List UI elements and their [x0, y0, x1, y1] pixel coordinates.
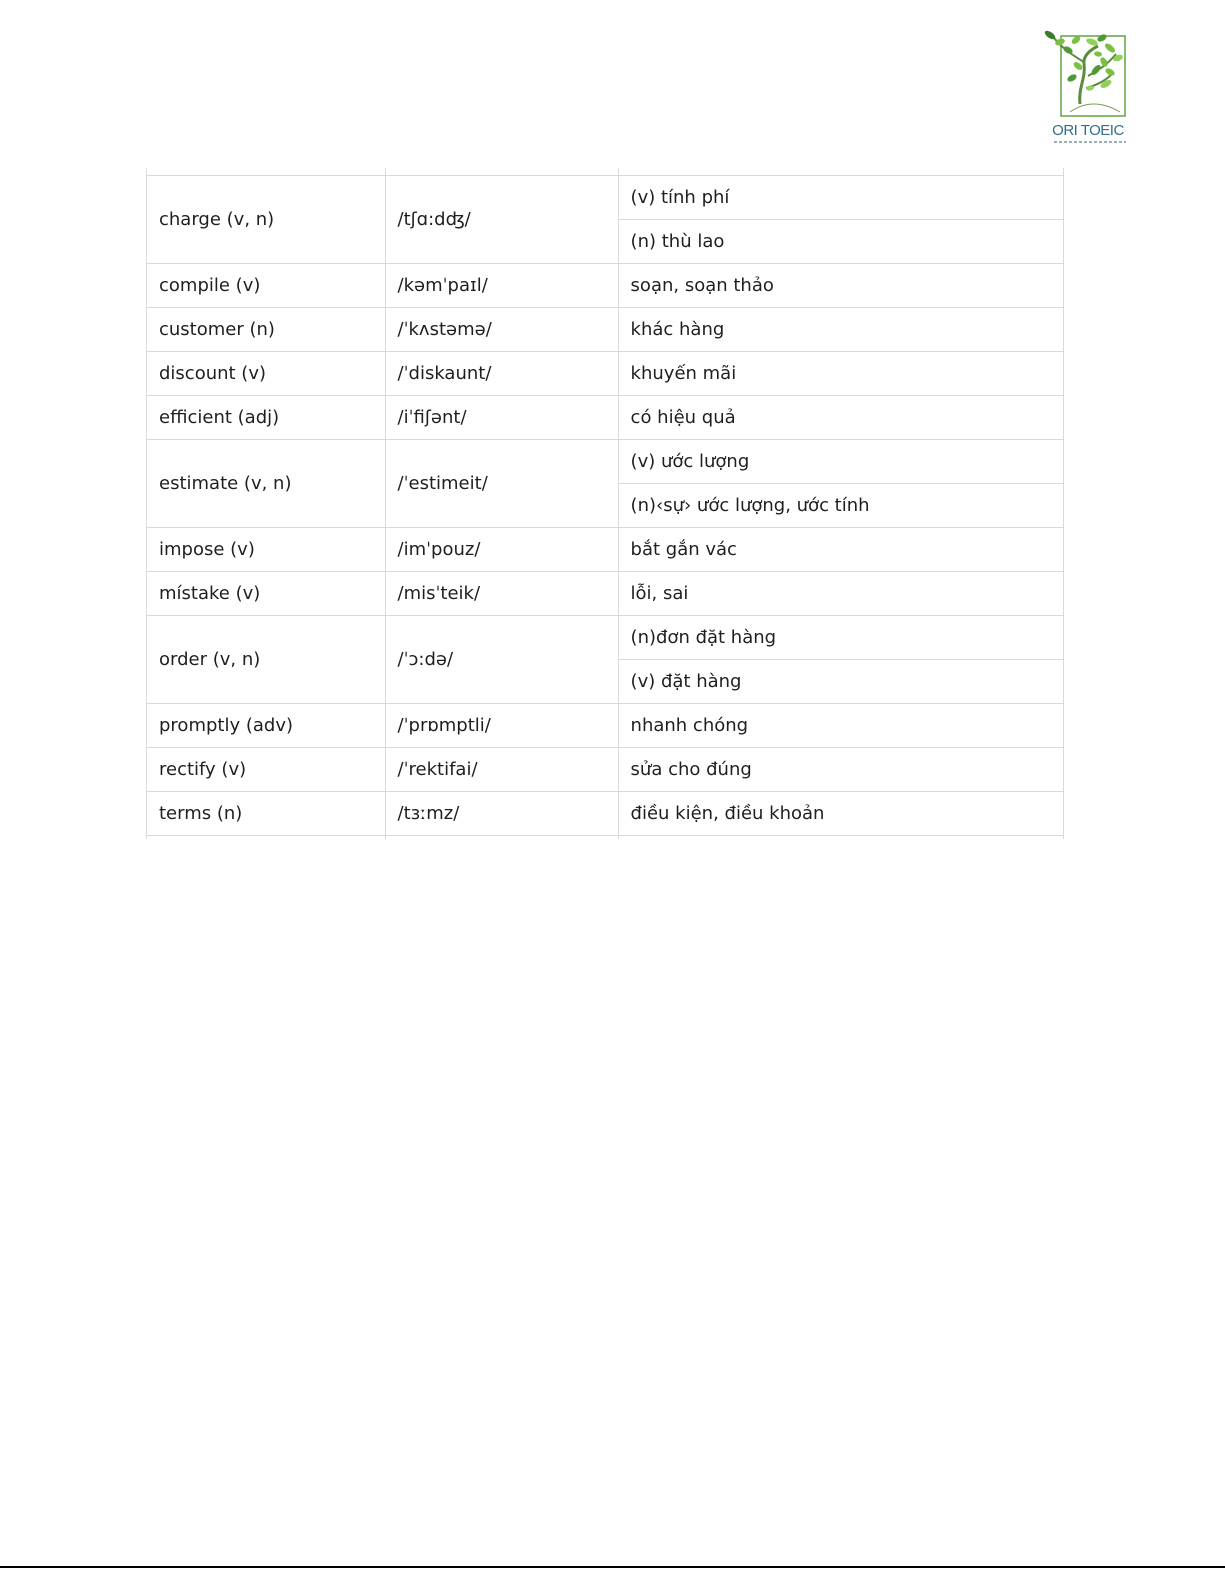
logo-wordmark: ORI TOEIC: [1052, 122, 1124, 139]
vocab-pronunciation: /tʃɑ:dʤ/: [385, 176, 618, 264]
table-bottom-edge: [147, 836, 1064, 840]
vocab-word: impose (v): [147, 528, 386, 572]
vocab-pronunciation: /kəmˈpaɪl/: [385, 264, 618, 308]
vocab-pronunciation: /imˈpouz/: [385, 528, 618, 572]
vocab-pronunciation: /ˈprɒmptli/: [385, 704, 618, 748]
page-bottom-rule: [0, 1566, 1225, 1568]
vocab-word: efficient (adj): [147, 396, 386, 440]
vocab-meaning: (n)đơn đặt hàng: [618, 616, 1063, 660]
vocab-pronunciation: /ˈrektifai/: [385, 748, 618, 792]
vocab-meaning: sửa cho đúng: [618, 748, 1063, 792]
ori-toeic-logo: [1040, 26, 1136, 148]
vocab-meaning: (v) đặt hàng: [618, 660, 1063, 704]
table-row: [147, 792, 1064, 836]
vocab-word: customer (n): [147, 308, 386, 352]
table-row: [147, 264, 1064, 308]
vocab-meaning: lỗi, sai: [618, 572, 1063, 616]
vocab-word: discount (v): [147, 352, 386, 396]
table-row: [147, 396, 1064, 440]
vocabulary-table: [146, 168, 1064, 839]
vocab-pronunciation: /iˈfiʃənt/: [385, 396, 618, 440]
tree-logo-icon: [1040, 26, 1136, 122]
vocab-word: místake (v): [147, 572, 386, 616]
table-row: [147, 352, 1064, 396]
table-row: [147, 308, 1064, 352]
vocab-word: estimate (v, n): [147, 440, 386, 528]
vocab-pronunciation: /tɜːmz/: [385, 792, 618, 836]
vocab-meaning: (v) ước lượng: [618, 440, 1063, 484]
vocab-meaning: khác hàng: [618, 308, 1063, 352]
vocab-word: rectify (v): [147, 748, 386, 792]
vocab-meaning: điều kiện, điều khoản: [618, 792, 1063, 836]
vocab-pronunciation: /ˈkʌstəmə/: [385, 308, 618, 352]
vocab-meaning: nhanh chóng: [618, 704, 1063, 748]
table-row: [147, 176, 1064, 220]
table-top-edge: [147, 168, 1064, 176]
table-row: [147, 616, 1064, 660]
table-row: [147, 440, 1064, 484]
vocab-meaning: khuyến mãi: [618, 352, 1063, 396]
table-row: [147, 528, 1064, 572]
vocab-pronunciation: /ˈdiskaunt/: [385, 352, 618, 396]
vocab-meaning: (n) thù lao: [618, 220, 1063, 264]
vocab-word: charge (v, n): [147, 176, 386, 264]
vocab-word: promptly (adv): [147, 704, 386, 748]
vocab-word: compile (v): [147, 264, 386, 308]
vocab-meaning: bắt gắn vác: [618, 528, 1063, 572]
table-row: [147, 572, 1064, 616]
vocab-word: order (v, n): [147, 616, 386, 704]
vocab-meaning: soạn, soạn thảo: [618, 264, 1063, 308]
logo-tagline: [1054, 141, 1126, 143]
table-row: [147, 748, 1064, 792]
vocab-pronunciation: /misˈteik/: [385, 572, 618, 616]
table-row: [147, 704, 1064, 748]
vocabulary-table-body: [147, 168, 1064, 839]
vocab-pronunciation: /ˈɔ:də/: [385, 616, 618, 704]
vocab-meaning: (v) tính phí: [618, 176, 1063, 220]
vocab-pronunciation: /ˈestimeit/: [385, 440, 618, 528]
vocab-word: terms (n): [147, 792, 386, 836]
vocab-meaning: có hiệu quả: [618, 396, 1063, 440]
vocab-meaning: (n)‹sự› ước lượng, ước tính: [618, 484, 1063, 528]
